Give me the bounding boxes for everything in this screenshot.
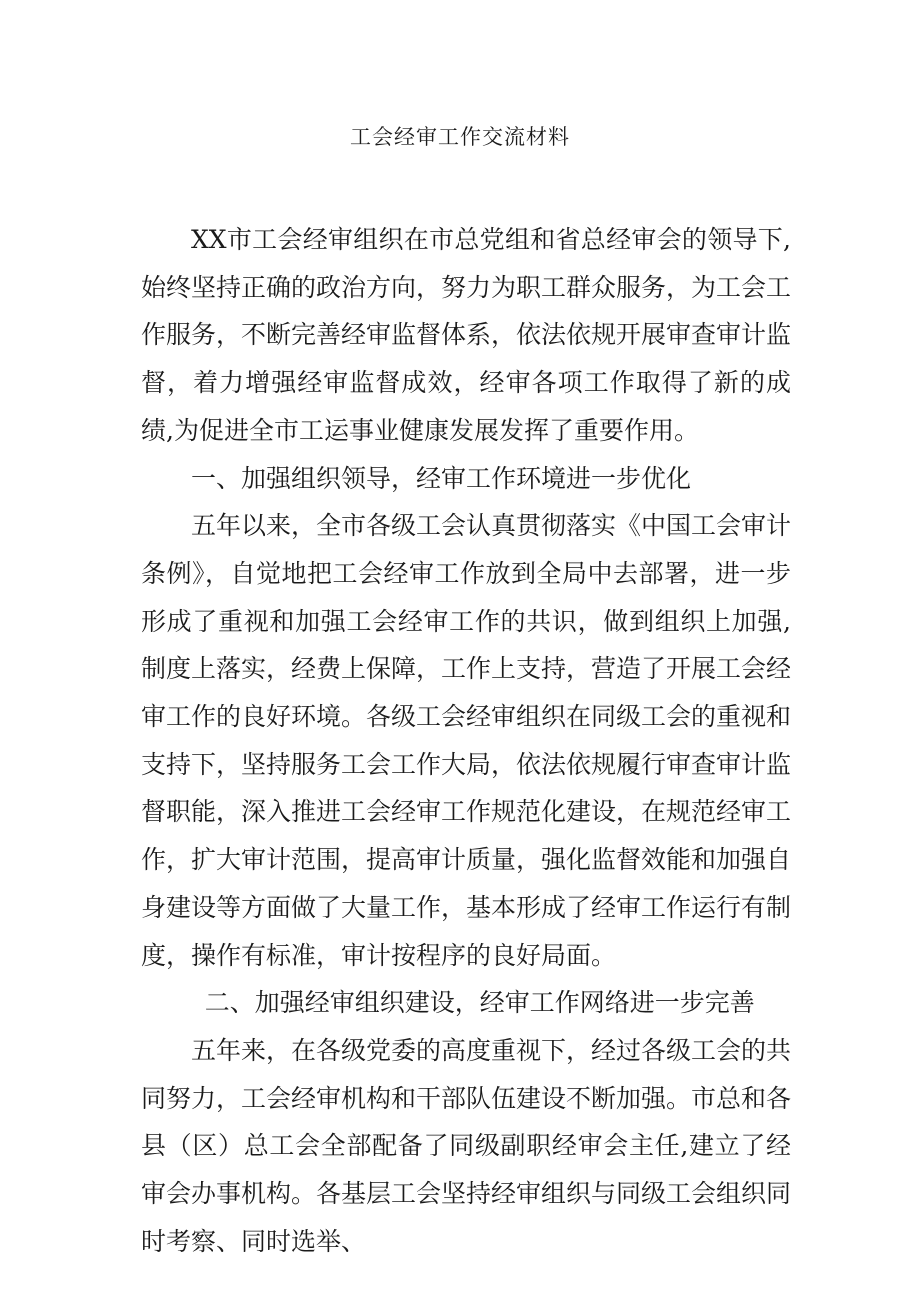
section-heading-1: 一、加强组织领导，经审工作环境进一步优化 bbox=[191, 463, 692, 493]
document-body bbox=[141, 216, 791, 1265]
section-1-paragraph: 五年以来，全市各级工会认真贯彻落实《中国工会审计条例》，自觉地把工会经审工作放到全局中去部署，进一步形成了重视和加强工会经审工作的共识，做到组织上加强,制度上落实，经费上保障，工作上支持，营造了开展工会经审工作的良好环境。各级工会经审组织在同级工会的重视和支持下，坚持服务工会工作大局，依法依规履行审查审计监督职能，深入推进工会经审工作规范化建设，在规范经审工作，扩大审计范围，提高审计质量，强化监督效能和加强自身建设等方面做了大量工作，基本形成了经审工作运行有制度，操作有标准，审计按程序的良好局面。 bbox=[141, 511, 792, 970]
section-2-paragraph: 五年来，在各级党委的高度重视下，经过各级工会的共同努力，工会经审机构和干部队伍建设不断加强。市总和各县（区）总工会全部配备了同级副职经审会主任,建立了经审会办事机构。各基层工会坚持经审组织与同级工会组织同时考察、同时选举、 bbox=[141, 1035, 792, 1256]
document-title: 工会经审工作交流材料 bbox=[350, 125, 570, 149]
section-heading-2: 二、加强经审组织建设，经审工作网络进一步完善 bbox=[204, 988, 755, 1018]
intro-paragraph: XX市工会经审组织在市总党组和省总经审会的领导下,始终坚持正确的政治方向，努力为职工群众服务，为工会工作服务，不断完善经审监督体系，依法依规开展审查审计监督，着力增强经审监督成效，经审各项工作取得了新的成绩,为促进全市工运事业健康发展发挥了重要作用。 bbox=[141, 225, 792, 445]
